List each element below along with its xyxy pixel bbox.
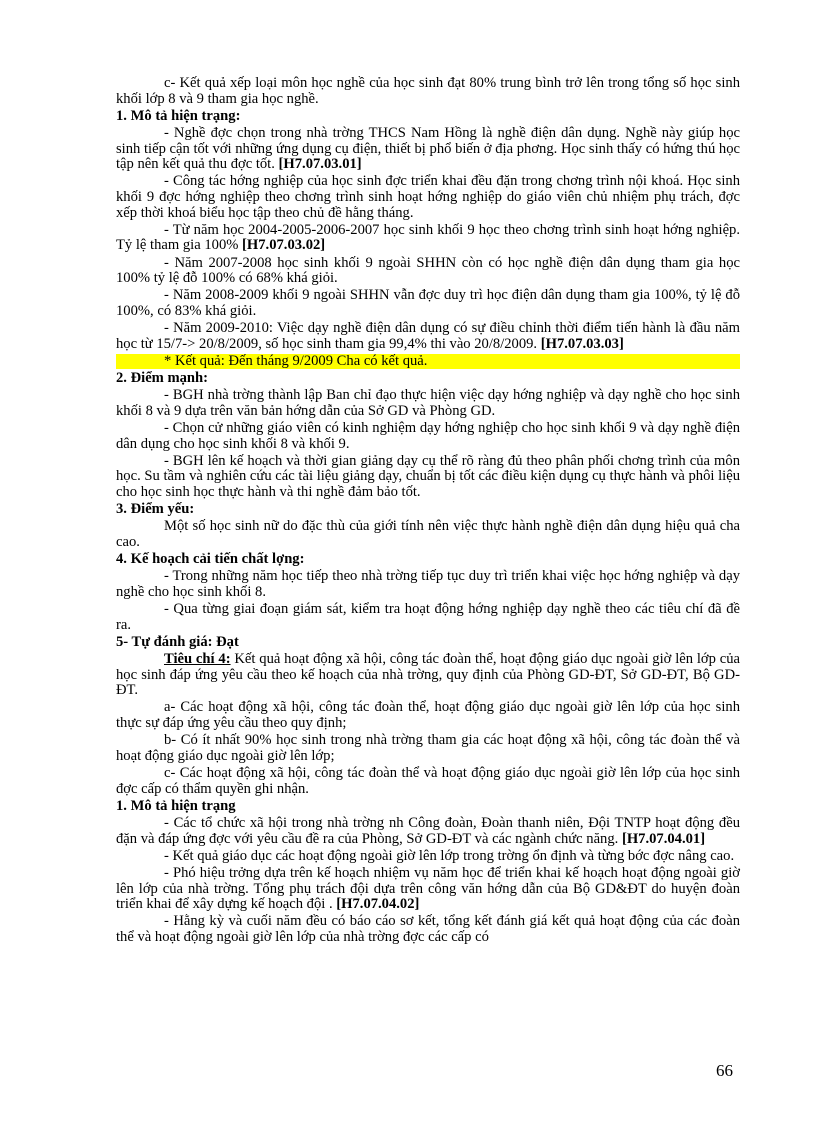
text-run: 1. Mô tả hiện trạng [116, 797, 236, 814]
body-paragraph [116, 223, 740, 254]
body-paragraph [116, 849, 740, 865]
text-run: Kết quả hoạt động xã hội, công tác đoàn thể, hoạt động giáo dục ngoài giờ lên lớp của học sinh đáp ứng yêu cầu theo kế hoạch của nhà trờng, quy định của Phòng GD-ĐT, Sở GD-ĐT, Bộ GD-ĐT. [116, 651, 740, 699]
text-run: 4. Kế hoạch cải tiến chất lợng: [116, 551, 305, 568]
highlighted-result [116, 354, 740, 370]
text-run: - BGH lên kế hoạch và thời gian giảng dạy cụ thể rõ ràng đủ theo phân phối chơng trình của môn học. Su tầm và nghiên cứu các tài liệu giảng dạy, chuẩn bị tốt các điều kiện dụng cụ thực hành và phôi liệu cho học sinh học thực hành và thi nghề đảm bảo tốt. [116, 452, 740, 500]
body-paragraph [116, 914, 740, 945]
section-heading [116, 552, 740, 568]
section-heading [116, 502, 740, 518]
text-run: c- Các hoạt động xã hội, công tác đoàn thể và hoạt động giáo dục ngoài giờ lên lớp của học sinh đợc cấp có thẩm quyền ghi nhận. [116, 765, 740, 797]
page-content [116, 76, 740, 947]
section-heading [116, 635, 740, 651]
body-paragraph [116, 76, 740, 107]
body-paragraph [116, 174, 740, 221]
text-run: - Trong những năm học tiếp theo nhà trờng tiếp tục duy trì triển khai việc học hớng nghiệp và dạy nghề cho học sinh khối 8. [116, 568, 740, 600]
text-run: - Năm 2007-2008 học sinh khối 9 ngoài SHHN còn có học nghề điện dân dụng tham gia học 100% tỷ lệ đỗ 100% có 68% khá giỏi. [116, 254, 740, 287]
text-run: * Kết quả: Đến tháng 9/2009 Cha có kết quả. [164, 352, 428, 369]
text-run: - Kết quả giáo dục các hoạt động ngoài giờ lên lớp trong trờng ổn định và từng bớc đợc nâng cao. [164, 847, 735, 864]
text-run: 1. Mô tả hiện trạng: [116, 107, 241, 124]
text-run: - BGH nhà trờng thành lập Ban chỉ đạo thực hiện việc dạy hớng nghiệp và dạy nghề cho học sinh khối 8 và 9 dựa trên văn bản hớng dẫn của Sở GD và Phòng GD. [116, 387, 740, 419]
evidence-code: [H7.07.03.02] [242, 237, 326, 254]
body-paragraph [116, 321, 740, 352]
section-heading [116, 109, 740, 125]
criterion-label: Tiêu chí 4: [164, 651, 231, 668]
section-heading [116, 371, 740, 387]
criterion-paragraph [116, 652, 740, 699]
body-paragraph [116, 388, 740, 419]
text-run: 3. Điểm yếu: [116, 501, 195, 518]
text-run: - Phó hiệu trởng dựa trên kế hoạch nhiệm vụ năm học để triển khai kế hoạch hoạt động ngoài giờ lên lớp của nhà trờng. Tổng phụ trách đội dựa trên công văn hớng dẫn của Bộ GD&ĐT do huyện đoàn triển khai để xây dựng kế hoạch đội . [116, 864, 740, 913]
body-paragraph [116, 454, 740, 501]
body-paragraph [116, 766, 740, 797]
text-run: - Năm 2009-2010: Việc dạy nghề điện dân dụng có sự điều chỉnh thời điểm tiến hành là đầu năm học từ 15/7-> 20/8/2009, số học sinh tham gia 99,4% thi vào 20/8/2009. [116, 320, 740, 352]
body-paragraph [116, 126, 740, 173]
text-run: - Từ năm học 2004-2005-2006-2007 học sinh khối 9 học theo chơng trình sinh hoạt hớng nghiệp. Tỷ lệ tham gia 100% [116, 221, 740, 254]
text-run: c- Kết quả xếp loại môn học nghề của học sinh đạt 80% trung bình trở lên trong tổng số học sinh khối lớp 8 và 9 tham gia học nghề. [116, 75, 740, 107]
body-paragraph [116, 866, 740, 913]
evidence-code: [H7.07.03.03] [540, 335, 624, 352]
text-run: Một số học sinh nữ do đặc thù của giới tính nên việc thực hành nghề điện dân dụng hiệu quả cha cao. [116, 518, 740, 550]
text-run: 5- Tự đánh giá: Đạt [116, 633, 239, 650]
body-paragraph [116, 816, 740, 847]
body-paragraph [116, 700, 740, 731]
section-heading [116, 799, 740, 815]
text-run: a- Các hoạt động xã hội, công tác đoàn thể, hoạt động giáo dục ngoài giờ lên lớp của học sinh thực sự đáp ứng yêu cầu theo quy định; [116, 699, 740, 732]
text-run: - Công tác hớng nghiệp của học sinh đợc triển khai đều đặn trong chơng trình nội khoá. Học sinh khối 9 đợc hớng nghiệp theo chơng trình sinh hoạt hớng nghiệp do giáo viên chủ nhiệm phụ trách, đợc xếp thời khoá biểu học tập theo chủ đề hằng tháng. [116, 173, 740, 221]
text-run: - Năm 2008-2009 khối 9 ngoài SHHN vẫn đợc duy trì học điện dân dụng tham gia 100%, tỷ lệ đỗ 100%, có 83% khá giỏi. [116, 287, 740, 319]
body-paragraph [116, 519, 740, 550]
text-run: - Nghề đợc chọn trong nhà trờng THCS Nam Hồng là nghề điện dân dụng. Nghề này giúp học sinh tiếp cận tốt với những ứng dụng cụ điện, thiết bị phổ biến ở địa phơng. Học sinh thấy có hứng thú học tập nên kết quả thu đợc tốt. [116, 124, 740, 173]
body-paragraph [116, 602, 740, 633]
evidence-code: [H7.07.04.02] [336, 896, 420, 913]
text-run: - Hằng kỳ và cuối năm đều có báo cáo sơ kết, tổng kết đánh giá kết quả hoạt động của các đoàn thể và hoạt động ngoài giờ lên lớp của nhà trờng đợc các cấp có [116, 913, 740, 945]
text-run: - Các tổ chức xã hội trong nhà trờng nh Công đoàn, Đoàn thanh niên, Đội TNTP hoạt động đều đặn và đáp ứng đợc với yêu cầu đề ra của Phòng, Sở GD-ĐT và các ngành chức năng. [116, 814, 740, 847]
body-paragraph [116, 733, 740, 764]
evidence-code: [H7.07.03.01] [278, 156, 362, 173]
body-paragraph [116, 569, 740, 600]
page-number: 66 [716, 1061, 733, 1080]
text-run: b- Có ít nhất 90% học sinh trong nhà trờng tham gia các hoạt động xã hội, công tác đoàn thể và hoạt động giáo dục ngoài giờ lên lớp; [116, 732, 740, 764]
text-run: - Chọn cử những giáo viên có kinh nghiệm dạy hớng nghiệp cho học sinh khối 9 và dạy nghề điện dân dụng cho học sinh khối 8 và khối 9. [116, 420, 740, 452]
text-run: - Qua từng giai đoạn giám sát, kiểm tra hoạt động hớng nghiệp dạy nghề theo các tiêu chí đã đề ra. [116, 601, 740, 633]
body-paragraph [116, 421, 740, 452]
text-run: 2. Điểm mạnh: [116, 370, 209, 387]
body-paragraph [116, 256, 740, 287]
body-paragraph [116, 288, 740, 319]
evidence-code: [H7.07.04.01] [621, 830, 706, 847]
